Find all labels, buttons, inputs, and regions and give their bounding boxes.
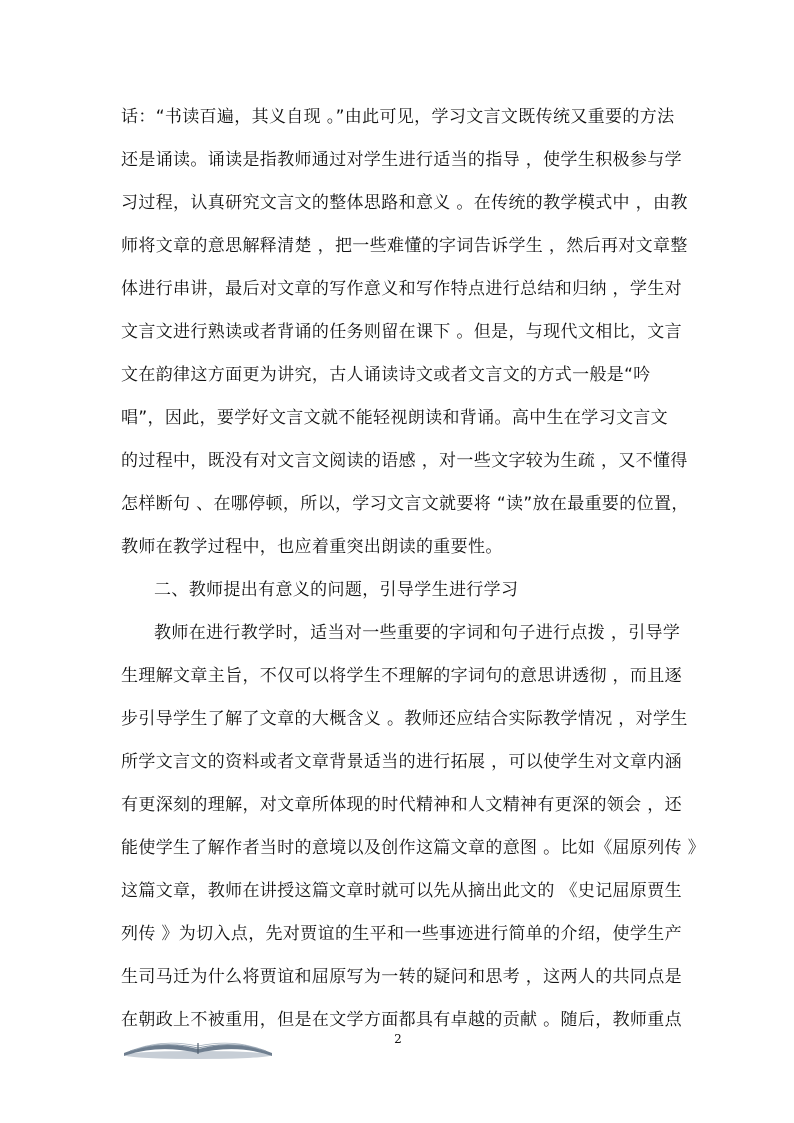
paragraph-line: 在朝政上不被重用，但是在文学方面都具有卓越的贡献 。随后，教师重点 (121, 1010, 682, 1030)
paragraph-line: 的过程中，既没有对文言文阅读的语感 ，对一些文字较为生疏 ，又不懂得 (121, 451, 688, 471)
paragraph-line: 生司马迁为什么将贾谊和屈原写为一转的疑问和思考 ，这两人的共同点是 (121, 967, 682, 987)
paragraph-line: 生理解文章主旨，不仅可以将学生不理解的字词句的意思讲透彻 ，而且逐 (121, 666, 682, 686)
paragraph-line: 能使学生了解作者当时的意境以及创作这篇文章的意图 。比如《屈原列传 》 (121, 838, 706, 858)
paragraph-line: 这篇文章，教师在讲授这篇文章时就可以先从摘出此文的 《史记屈原贾生 (121, 881, 682, 901)
paragraph-line: 教师在教学过程中，也应着重突出朗读的重要性。 (121, 537, 503, 557)
paragraph-line: 文言文进行熟读或者背诵的任务则留在课下 。但是，与现代文相比，文言 (121, 322, 682, 342)
paragraph-line: 列传 》为切入点，先对贾谊的生平和一些事迹进行简单的介绍，使学生产 (121, 924, 682, 944)
paragraph-line: 怎样断句 、在哪停顿，所以，学习文言文就要将 “读”放在最重要的位置， (121, 494, 689, 514)
paragraph-line: 还是诵读。诵读是指教师通过对学生进行适当的指导 ，使学生积极参与学 (121, 150, 682, 170)
page-number: 2 (394, 1032, 402, 1046)
section-heading: 二、教师提出有意义的问题，引导学生进行学习 (154, 580, 519, 600)
paragraph-line: 体进行串讲，最后对文章的写作意义和写作特点进行总结和归纳 ，学生对 (121, 279, 682, 299)
paragraph-line: 唱”，因此，要学好文言文就不能轻视朗读和背诵。高中生在学习文言文 (121, 408, 669, 428)
paragraph-line: 有更深刻的理解，对文章所体现的时代精神和人文精神有更深的领会 ，还 (121, 795, 682, 815)
paragraph-line: 习过程，认真研究文言文的整体思路和意义 。在传统的教学模式中 ，由教 (121, 193, 688, 213)
paragraph-line: 步引导学生了解了文章的大概含义 。教师还应结合实际教学情况 ，对学生 (121, 709, 688, 729)
paragraph-line: 话：“书读百遍，其义自现 。”由此可见，学习文言文既传统又重要的方法 (121, 107, 675, 127)
open-book-icon (118, 1031, 278, 1061)
paragraph-line: 师将文章的意思解释清楚 ，把一些难懂的字词告诉学生 ，然后再对文章整 (121, 236, 688, 256)
paragraph-line: 教师在进行教学时，适当对一些重要的字词和句子进行点拨 ，引导学 (154, 623, 681, 643)
paragraph-line: 所学文言文的资料或者文章背景适当的进行拓展 ，可以使学生对文章内涵 (121, 752, 682, 772)
paragraph-line: 文在韵律这方面更为讲究，古人诵读诗文或者文言文的方式一般是“吟 (121, 365, 651, 385)
